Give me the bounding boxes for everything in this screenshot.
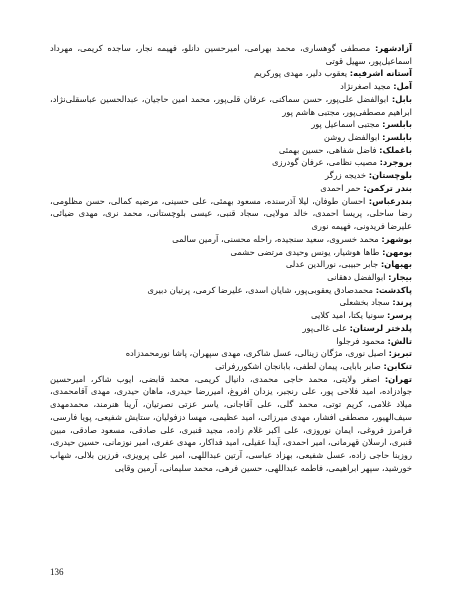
city-name: بومهن: bbox=[382, 246, 412, 257]
people-names: فاضل شفاهی، حسین بهمئی bbox=[278, 144, 377, 155]
people-names: صابر بابایی، پیمان لطفی، بابانجان اشکوررفراتی bbox=[215, 360, 381, 371]
city-name: بهبهان: bbox=[380, 259, 412, 270]
people-names: مصطفی گوهساری، محمد بهرامی، امیرحسین دانلو، فهیمه نجار، ساجده کریمی، مهرداد اسماعیل‌پور، سهیل قوتی bbox=[50, 43, 412, 66]
people-names: یعقوب دلیر، مهدی پورکریم bbox=[254, 68, 348, 79]
people-names: خدیجه زرگر bbox=[325, 170, 367, 181]
city-name: بندرعباس: bbox=[368, 195, 413, 206]
people-names: ابوالفضل علی‌پور، حسن سماکنی، عرفان قلی‌پور، محمد امین حاجیان، عبدالحسین عباسقلی‌نژاد، ابراهیم مصطفی‌پور، مجتبی هاشم پور bbox=[50, 93, 412, 117]
city-name: تالش: bbox=[387, 335, 412, 346]
list-entry bbox=[50, 144, 412, 157]
city-name: بابلسر: bbox=[382, 119, 412, 130]
people-names: اصیل نوری، مژگان زینالی، عسل شاکری، مهدی سپهران، پاشا نورمحمدزاده bbox=[125, 348, 386, 359]
acknowledgement-list bbox=[50, 42, 412, 474]
city-name: آمل: bbox=[393, 81, 412, 92]
list-entry bbox=[50, 271, 412, 284]
list-entry bbox=[50, 296, 412, 309]
city-name: آزادشهر: bbox=[374, 43, 412, 53]
list-entry bbox=[50, 258, 412, 271]
people-names: جابر حبیبی، نورالدین عدلی bbox=[285, 259, 379, 270]
people-names: محمد خسروی، سعید سنجیده، راحله محسنی، آرمین سالمی bbox=[172, 233, 379, 244]
city-name: آستانه اشرفیه: bbox=[349, 68, 412, 79]
people-names: سونیا یکتا، امید کلایی bbox=[311, 310, 385, 321]
list-entry bbox=[50, 67, 412, 80]
people-names: اصغر ولایتی، محمد حاجی محمدی، دانیال کریمی، محمد قابضی، ایوب شاکر، امیرحسین جوادزاده، امید فلاحی پور، علی رنجبر، یزدان افروغ، امیررضا حیدری، ماهان حیدری، مهدی آقامحمدی، میلاد غلامی، کریم توتی، محمد گلی، علی آقاجانی، یاسر عزتی نصرتیان، آرینا هنرمند، محمدمهدی سیف‌الهیور، مصطفی افشار، مهدی میرزائی، امید عظیمی، مهسا دزفولیان، ستایش شفیعی، پویا فارسی، فرامرز فروغی، ایمان نوروزی، علی اکبر غلام زاده، مجید قنبری، علی صادقی، مسعود صادقی، مبین قنبری، ارسلان قهرمانی، امیر احمدی، آیدا عقیلی، امید فداکار، مهدی عفری، امیر نوزمانی، حسین حیدری، روزبنا حاجی زاده، عسل شفیعی، بهزاد عباسی، آرتین عبداللهی، امیر علی پرویزی، فرزین بلالی، شهاب خورشید، سپهر ابراهیمی، فاطمه عبداللهی، حسین فرهی، محمد سلیمانی، آرمین وقایی bbox=[50, 373, 412, 473]
city-name: پاکدشت: bbox=[375, 284, 412, 295]
people-names: محمود فرجلوا bbox=[336, 335, 385, 346]
city-name: بلوچستان: bbox=[368, 170, 412, 181]
city-name: تنکابن: bbox=[383, 360, 412, 371]
city-name: بوشهر: bbox=[381, 233, 412, 244]
people-names: طاها هوشیار، یونس وحیدی مرتضی حشمی bbox=[230, 246, 380, 257]
people-names: مصیب نظامی، عرفان گودرزی bbox=[271, 157, 377, 168]
city-name: پلدختر لرستان: bbox=[349, 322, 412, 333]
city-name: بروجرد: bbox=[379, 157, 412, 168]
list-entry bbox=[50, 373, 412, 475]
list-entry bbox=[50, 284, 412, 297]
list-entry bbox=[50, 246, 412, 259]
list-entry bbox=[50, 42, 412, 67]
city-name: بندر ترکمن: bbox=[363, 182, 412, 193]
people-names: مجید اصغرنژاد bbox=[340, 81, 391, 92]
list-entry bbox=[50, 156, 412, 169]
city-name: باغملک: bbox=[379, 144, 412, 155]
list-entry bbox=[50, 118, 412, 131]
list-entry bbox=[50, 169, 412, 182]
people-names: احسان طوفان، لیلا آذرسنده، مسعود بهمئی، علی حسینی، مرضیه کمالی، حسن مظلومی، رضا ساحلی، پریسا احمدی، خالد مولایی، سجاد قنبی، عیسی بلوچستانی، محمد نری، مهدی ضیائی، علیرضا فریدونی، فهیمه نوری bbox=[50, 195, 412, 232]
city-name: بیجار: bbox=[388, 271, 412, 282]
list-entry bbox=[50, 93, 412, 118]
city-name: تهران: bbox=[384, 373, 412, 384]
list-entry bbox=[50, 347, 412, 360]
city-name: پرند: bbox=[392, 297, 412, 308]
list-entry bbox=[50, 131, 412, 144]
list-entry bbox=[50, 322, 412, 335]
city-name: بابل: bbox=[391, 93, 412, 104]
list-entry bbox=[50, 360, 412, 373]
people-names: حمر احمدی bbox=[320, 182, 361, 193]
people-names: ابوالفضل روشن bbox=[323, 132, 380, 143]
list-entry bbox=[50, 233, 412, 246]
people-names: ابوالفضل دهقانی bbox=[327, 271, 386, 282]
people-names: مجتبی اسماعیل پور bbox=[311, 119, 380, 130]
list-entry bbox=[50, 182, 412, 195]
list-entry bbox=[50, 80, 412, 93]
people-names: سجاد بخشعلی bbox=[339, 297, 390, 308]
city-name: تبریز: bbox=[388, 348, 412, 359]
city-name: پرسر: bbox=[386, 310, 412, 321]
people-names: علی غالی‌پور bbox=[302, 322, 347, 333]
list-entry bbox=[50, 309, 412, 322]
list-entry bbox=[50, 335, 412, 348]
people-names: محمدصادق یعقوبی‌پور، شایان اسدی، علیرضا کرمی، پرنیان دبیری bbox=[147, 284, 374, 295]
page-number: 136 bbox=[50, 567, 64, 577]
city-name: بابلسر: bbox=[382, 132, 412, 143]
list-entry bbox=[50, 195, 412, 233]
